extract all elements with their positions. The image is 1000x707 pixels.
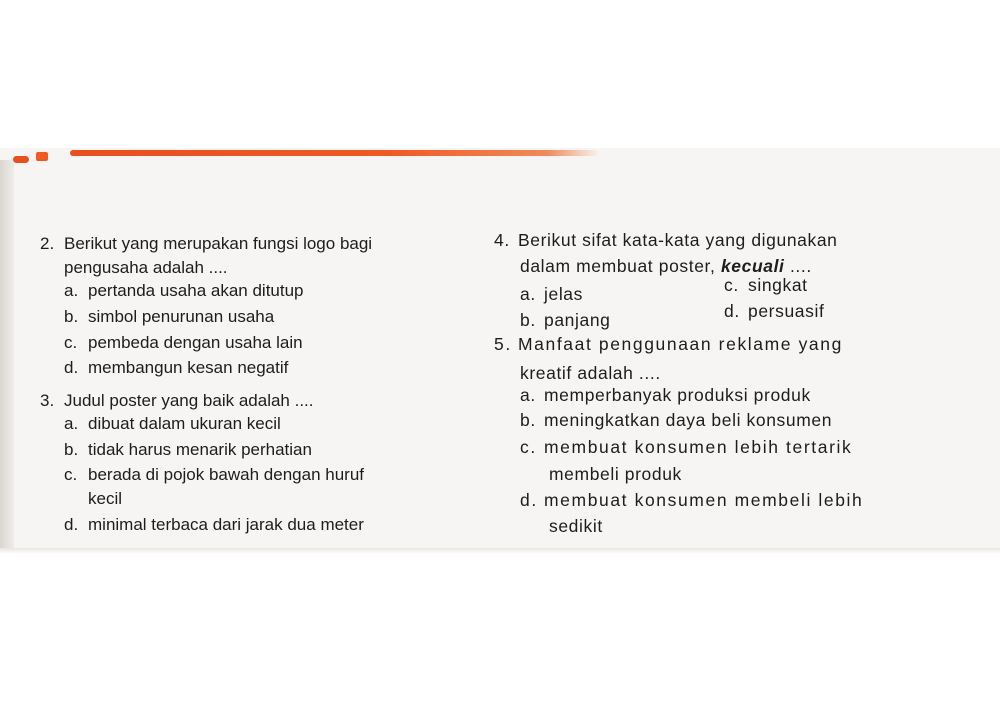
accent-mark [36, 152, 48, 161]
option-letter: a. [520, 385, 536, 405]
option-letter: a. [64, 281, 79, 300]
option-letter: c. [520, 437, 537, 457]
option-text: membangun kesan negatif [88, 358, 289, 377]
question-number: 2. [40, 234, 55, 253]
option-letter: b. [64, 307, 79, 326]
option-b [520, 410, 832, 431]
option-text: pembeda dengan usaha lain [88, 333, 303, 352]
question-text: .... [789, 256, 812, 276]
emphasis-text: kecuali [720, 256, 785, 276]
question-text: Judul poster yang baik adalah .... [64, 391, 314, 410]
option-text: memperbanyak produksi produk [544, 385, 811, 405]
question-text: dalam membuat poster, [520, 256, 716, 276]
option-text: panjang [544, 310, 611, 330]
question-number: 3. [40, 391, 55, 410]
option-d [520, 490, 863, 511]
question-number: 4. [494, 230, 510, 250]
option-text: jelas [544, 284, 583, 304]
option-letter: d. [520, 490, 538, 510]
option-c [64, 333, 303, 353]
option-text: tidak harus menarik perhatian [88, 440, 312, 459]
option-text: simbol penurunan usaha [88, 307, 275, 326]
option-a [64, 281, 304, 301]
page-edge-shadow [0, 160, 14, 550]
option-text: membeli produk [549, 464, 682, 484]
option-b [64, 307, 274, 327]
option-a [520, 284, 583, 305]
option-text: dibuat dalam ukuran kecil [88, 414, 281, 433]
option-text: membuat konsumen membeli lebih [544, 490, 864, 510]
option-letter: d. [724, 301, 740, 321]
option-text: meningkatkan daya beli konsumen [544, 410, 833, 430]
question-4-line1 [494, 230, 838, 251]
question-5-line1 [494, 334, 843, 355]
option-a [64, 414, 281, 434]
option-letter: d. [64, 515, 79, 534]
option-c [64, 465, 364, 485]
option-c [520, 437, 852, 458]
option-letter: c. [64, 465, 78, 484]
option-letter: a. [520, 284, 536, 304]
option-letter: d. [64, 358, 79, 377]
option-a [520, 385, 811, 406]
option-text: persuasif [748, 301, 825, 321]
question-text: Berikut yang merupakan fungsi logo bagi [64, 234, 373, 253]
option-d [64, 358, 288, 378]
option-text: sedikit [549, 516, 603, 536]
question-5-line2 [520, 363, 661, 384]
question-number: 5. [494, 334, 512, 354]
option-c-continued [88, 489, 122, 509]
option-d [724, 301, 824, 322]
option-b [64, 440, 312, 460]
option-b [520, 310, 610, 331]
option-text: minimal terbaca dari jarak dua meter [88, 515, 364, 534]
header-accent-bar [70, 150, 600, 156]
option-text: membuat konsumen lebih tertarik [544, 437, 853, 457]
option-letter: c. [724, 275, 739, 295]
page-bottom-edge [0, 548, 1000, 554]
question-text: Berikut sifat kata-kata yang digunakan [518, 230, 838, 250]
option-text: singkat [748, 275, 808, 295]
question-text: pengusaha adalah .... [64, 258, 228, 277]
option-letter: b. [520, 410, 536, 430]
accent-mark [13, 156, 29, 163]
option-text: berada di pojok bawah dengan huruf [88, 465, 364, 484]
option-letter: b. [64, 440, 79, 459]
option-letter: c. [64, 333, 78, 352]
option-c [724, 275, 808, 296]
question-text: Manfaat penggunaan reklame yang [518, 334, 843, 354]
option-letter: a. [64, 414, 79, 433]
question-4-line2 [520, 256, 812, 277]
question-text: kreatif adalah .... [520, 363, 661, 383]
option-text: pertanda usaha akan ditutup [88, 281, 304, 300]
option-d-continued [549, 516, 603, 537]
option-letter: b. [520, 310, 536, 330]
option-text: kecil [88, 489, 123, 508]
option-d [64, 515, 364, 535]
option-c-continued [549, 464, 682, 485]
